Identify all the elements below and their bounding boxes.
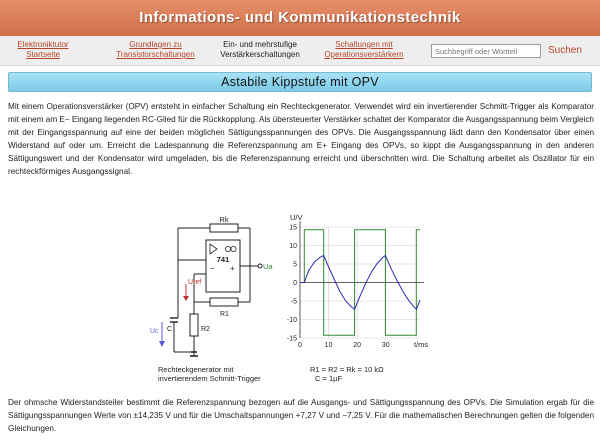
label-minus: −	[210, 264, 215, 273]
resistor-r1	[210, 298, 238, 306]
nav-item-operationsverstaerker[interactable]	[316, 40, 412, 60]
nav-bar	[0, 36, 600, 66]
resistor-r2	[190, 314, 198, 336]
y-tick-label: -10	[286, 317, 297, 324]
nav-item-transistorschaltungen[interactable]	[108, 40, 203, 60]
site-title[interactable]: Informations- und Kommunikationstechnik	[139, 9, 461, 26]
chart-xlabel: t/ms	[414, 340, 429, 349]
chart-ylabel: U/V	[290, 213, 303, 222]
nav-item-line: Grundlagen zu	[129, 40, 182, 49]
x-tick-label: 0	[298, 342, 302, 349]
params-line1: R1 = R2 = Rk = 10 kΩ	[310, 365, 384, 374]
y-tick-label: 15	[289, 224, 297, 232]
site-header	[0, 0, 600, 36]
uc-arrow-head	[159, 341, 165, 347]
x-tick-label: 30	[381, 342, 390, 349]
label-741: 741	[216, 255, 230, 264]
y-tick-label: 10	[289, 243, 297, 250]
label-plus: +	[230, 264, 235, 273]
nav-item-line: Schaltungen mit	[335, 40, 393, 49]
nav-item-line: Verstärkerschaltungen	[220, 50, 300, 59]
nav-item-startseite[interactable]	[8, 40, 78, 60]
circuit-caption-line2: invertierendem Schmitt-Trigger	[158, 374, 261, 383]
y-tick-label: -5	[290, 298, 297, 306]
y-tick-label: 0	[293, 280, 297, 287]
label-uref: Uref	[188, 279, 202, 286]
chart-ticks	[287, 225, 390, 350]
voltage-chart	[287, 213, 429, 349]
label-uc: Uc	[150, 328, 159, 335]
label-c: C	[167, 326, 173, 333]
figure	[150, 210, 450, 392]
intro-paragraph: Mit einem Operationsverstärker (OPV) entsteht in einfacher Schaltung ein Rechteckgenerator. Verwendet wird ein invertierender Schmitt-Trigger als Komparator mit einem am E− Eingang liegenden RC-Glied für die Rückkopplung. Als übersteuerter Verstärker schaltet der Komparator die Ausgangsspannung beim Vergleich mit der Eingangsspannung auf eine der beiden möglichen Sättigungsspannungen des OPVs. Die Ausgangsspannung lädt dann den Kondensator über einen Widerstand auf oder um. Erreicht die Ladespannung die Referenzspannung am E+ Eingang des OPVs, so kippt die Ausgangsspannung in den anderen Sättigungswert und der Kondensator wird umgeladen, bis die Referenzspannung erreicht und überschritten wird. Die Schaltung arbeitet als Oszillator für ein rechteckförmiges Ausgangssignal.	[8, 102, 594, 176]
label-r2: R2	[201, 326, 210, 333]
label-rk: Rk	[219, 215, 229, 224]
nav-item-line: Ein- und mehrstufige	[223, 40, 297, 49]
params-line2: C = 1µF	[315, 374, 343, 383]
resistor-rk	[210, 224, 238, 232]
uref-arrow-head	[183, 296, 189, 301]
chart-axes	[300, 221, 424, 338]
nav-item-line: Elektroniktutor	[17, 40, 69, 49]
y-tick-label: -15	[286, 335, 297, 343]
x-tick-label: 20	[353, 342, 362, 349]
circuit-caption-line1: Rechteckgenerator mit	[158, 365, 234, 374]
label-ua: Ua	[263, 262, 273, 271]
nav-item-line: Startseite	[26, 50, 60, 59]
search-input[interactable]	[431, 44, 541, 58]
nav-item-line: Operationsverstärkern	[324, 50, 404, 59]
nav-item-line: Transistorschaltungen	[116, 50, 195, 59]
y-tick-label: 5	[293, 261, 297, 269]
nav-item-verstaerkerschaltungen[interactable]	[212, 40, 308, 60]
circuit-diagram	[170, 224, 262, 356]
search-button[interactable]: Suchen	[548, 45, 582, 56]
outro-paragraph: Der ohmsche Widerstandsteiler bestimmt die Referenzspannung bezogen auf die Ausgangs- und Sättigungsspannung des OPVs. Die Simulation ergab für die Sättigungsspannungen Werte von ±14,235 V und für die Umschaltspannungen +7,27 V und −7,25 V. Für die mathematischen Berechnungen gelten die folgenden Gleichungen.	[8, 398, 594, 433]
label-r1: R1	[220, 311, 229, 318]
page-heading: Astabile Kippstufe mit OPV	[8, 72, 592, 92]
x-tick-label: 10	[324, 342, 333, 349]
